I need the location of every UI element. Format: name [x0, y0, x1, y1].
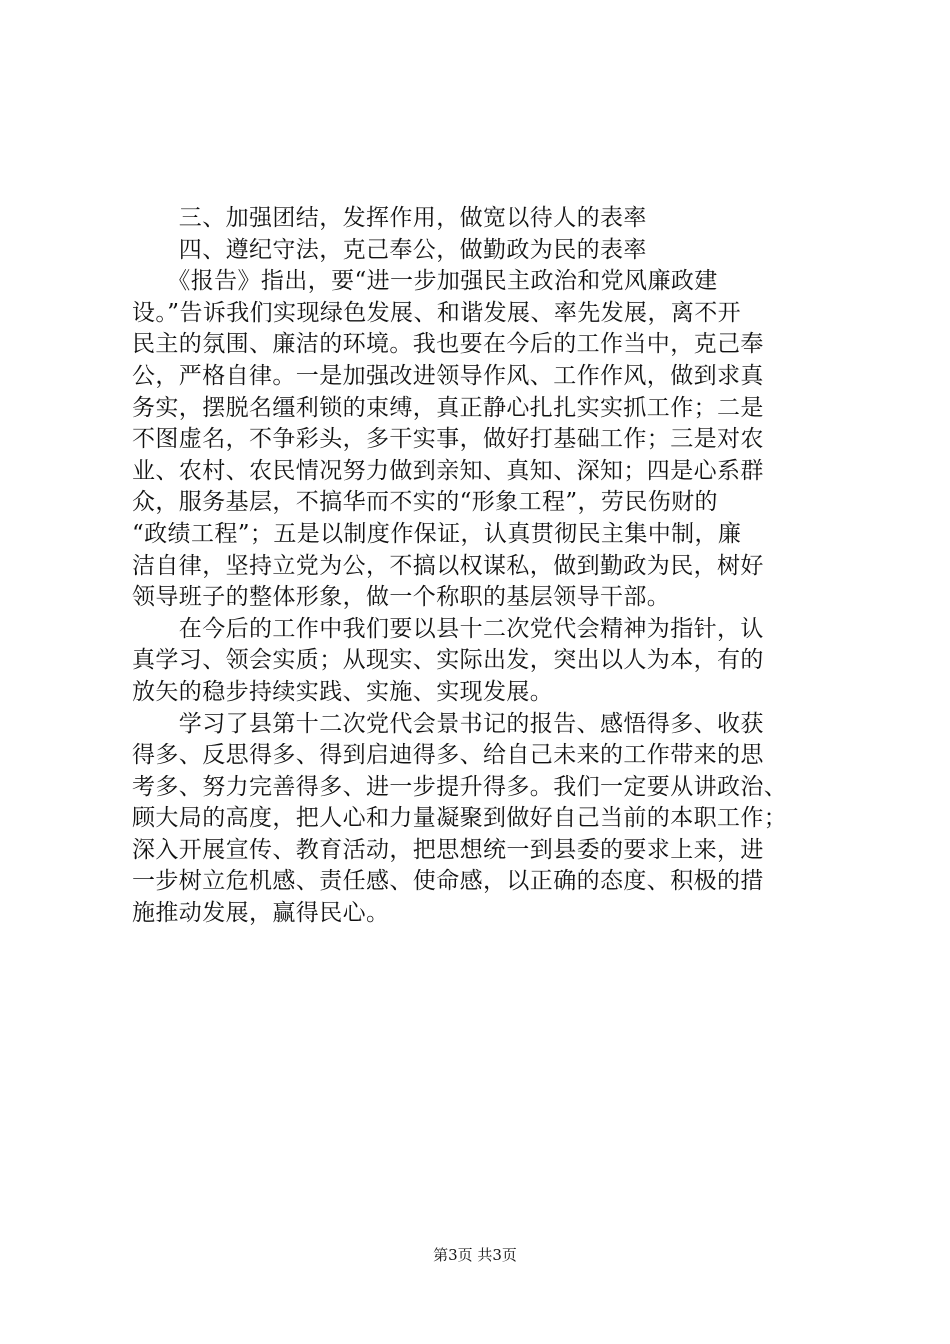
- text-line: 四、遵纪守法，克己奉公，做勤政为民的表率: [132, 236, 647, 263]
- text-line: 洁自律，坚持立党为公，不搞以权谋私，做到勤政为民，树好: [132, 552, 764, 579]
- text-line: “政绩工程”；五是以制度作保证，认真贯彻民主集中制，廉: [132, 520, 742, 547]
- text-line: 设。”告诉我们实现绿色发展、和谐发展、率先发展，离不开: [132, 299, 742, 326]
- text-line: 领导班子的整体形象，做一个称职的基层领导干部。: [132, 584, 671, 611]
- text-line: 学习了县第十二次党代会景书记的报告、感悟得多、收获: [132, 710, 764, 737]
- text-line: 得多、反思得多、得到启迪得多、给自己未来的工作带来的思: [132, 742, 764, 769]
- page-number-footer: 第3页 共3页: [433, 1246, 517, 1264]
- text-line: 一步树立危机感、责任感、使命感，以正确的态度、积极的措: [132, 868, 764, 895]
- text-line: 考多、努力完善得多、进一步提升得多。我们一定要从讲政治、: [132, 773, 788, 800]
- text-line: 《报告》指出，要“进一步加强民主政治和党风廉政建: [132, 268, 718, 295]
- text-line: 众，服务基层，不搞华而不实的“形象工程”，劳民伤财的: [132, 489, 718, 516]
- text-line: 民主的氛围、廉洁的环境。我也要在今后的工作当中，克己奉: [132, 331, 764, 358]
- text-line: 顾大局的高度，把人心和力量凝聚到做好自己当前的本职工作；: [132, 805, 788, 832]
- text-line: 放矢的稳步持续实践、实施、实现发展。: [132, 678, 554, 705]
- text-line: 深入开展宣传、教育活动，把思想统一到县委的要求上来，进: [132, 836, 764, 863]
- text-line: 在今后的工作中我们要以县十二次党代会精神为指针，认: [132, 615, 764, 642]
- text-line: 真学习、领会实质；从现实、实际出发，突出以人为本，有的: [132, 647, 764, 674]
- text-line: 施推动发展，赢得民心。: [132, 900, 390, 927]
- text-line: 务实，摆脱名缰利锁的束缚，真正静心扎扎实实抓工作；二是: [132, 394, 764, 421]
- text-line: 业、农村、农民情况努力做到亲知、真知、深知；四是心系群: [132, 457, 764, 484]
- text-line: 公，严格自律。一是加强改进领导作风、工作作风，做到求真: [132, 362, 764, 389]
- text-line: 不图虚名，不争彩头，多干实事，做好打基础工作；三是对农: [132, 426, 764, 453]
- document-body: [132, 203, 832, 930]
- text-line: 三、加强团结，发挥作用，做宽以待人的表率: [132, 205, 647, 231]
